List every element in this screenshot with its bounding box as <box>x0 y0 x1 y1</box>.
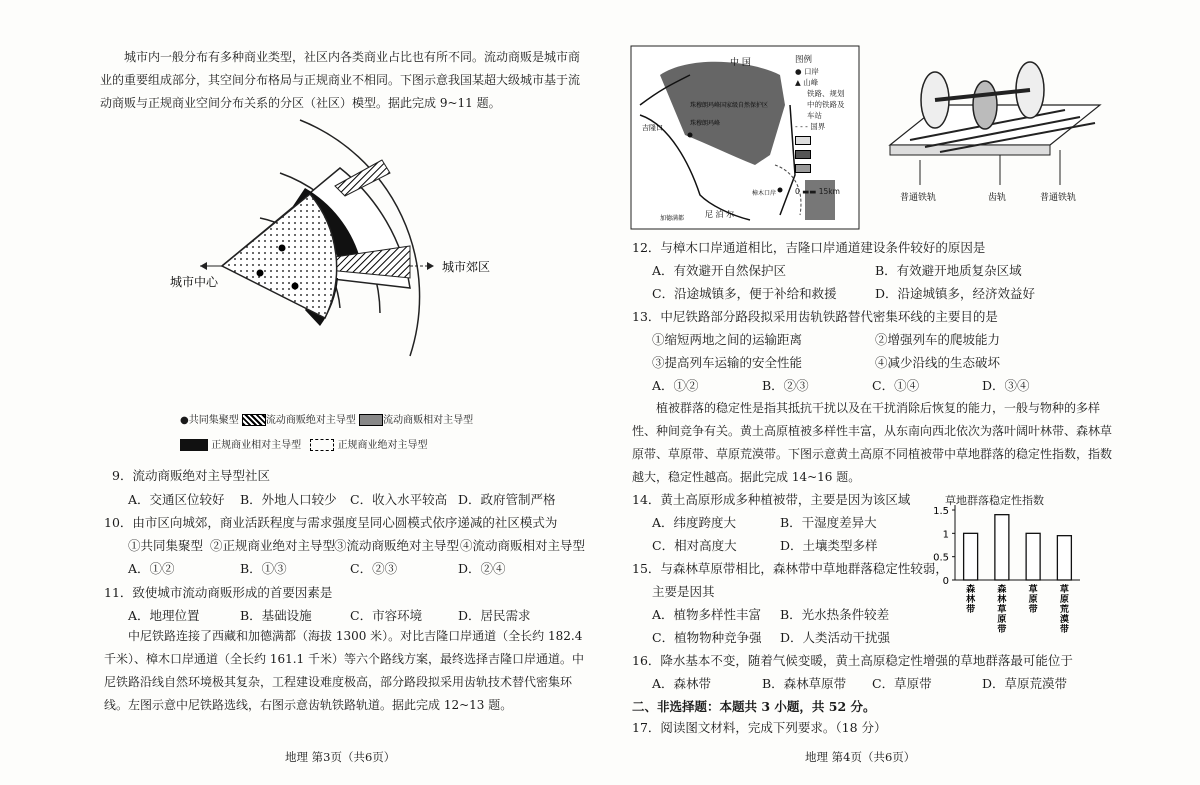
legend-railway: 铁路、规划中的铁路及车站 <box>807 89 845 120</box>
q16-opt-b[interactable]: B．森林草原带 <box>762 676 847 691</box>
legend-dots-swatch <box>310 439 334 451</box>
bar-4 <box>1057 536 1071 580</box>
legend-vendor-relative: 流动商贩相对主导型 <box>383 415 474 426</box>
q15-stem-2: 主要是因其 <box>652 584 715 599</box>
stability-chart-title: 草地群落稳定性指数 <box>945 494 1044 507</box>
stability-index-bar-chart <box>925 500 1095 645</box>
bar-3 <box>1026 533 1040 580</box>
intro-paragraph-3: 植被群落的稳定性是指其抵抗干扰以及在干扰消除后恢复的能力，一般与物种的多样性、种间竞争有关。黄土高原植被多样性丰富，从东南向西北依次为落叶阔叶林带、森林草原带、草原带、草原荒漠带。下图示意黄土高原不同植被带中草地群落的稳定性指数，指数越大，稳定性越高。据此完成 14~16 题。 <box>632 401 1113 484</box>
q12-opt-a[interactable]: A．有效避开自然保护区 <box>652 263 787 278</box>
legend-port: 口岸 <box>803 67 819 76</box>
q14-opt-b[interactable]: B．干湿度差异大 <box>780 515 877 530</box>
port-icon <box>778 188 783 193</box>
y-tick-label: 0.5 <box>933 552 949 564</box>
q9-opt-b[interactable]: B．外地人口较少 <box>240 492 337 507</box>
q13-item-4: ④减少沿线的生态破坏 <box>875 355 1001 370</box>
bar-2 <box>995 515 1009 580</box>
legend-formal-relative: 正规商业相对主导型 <box>211 440 302 451</box>
q12-stem: 12．与樟木口岸通道相比，吉隆口岸通道建设条件较好的原因是 <box>632 240 986 255</box>
q16-stem: 16．降水基本不变，随着气候变暖，黄土高原稳定性增强的草地群落最可能位于 <box>632 653 1073 668</box>
q13-opt-b[interactable]: B．②③ <box>762 378 809 393</box>
q11-opt-c[interactable]: C．市容环境 <box>350 608 423 623</box>
q9-opt-d[interactable]: D．政府管制严格 <box>458 492 556 507</box>
q10-item-3: ③流动商贩绝对主导型 <box>334 538 460 553</box>
port-icon <box>688 133 693 138</box>
rack-label-normal-left: 普通铁轨 <box>900 193 937 203</box>
legend-grey-swatch <box>359 414 383 426</box>
q15-opt-c[interactable]: C．植物物种竞争强 <box>652 630 762 645</box>
legend-formal-absolute: 正规商业绝对主导型 <box>337 440 428 451</box>
map-label-everest: 珠穆朗玛峰 <box>690 120 721 127</box>
q16-opt-c[interactable]: C．草原带 <box>872 676 932 691</box>
q10-opt-d[interactable]: D．②④ <box>458 561 506 576</box>
q14-opt-a[interactable]: A．纬度跨度大 <box>652 515 737 530</box>
peak-icon: ▲ <box>795 78 801 87</box>
legend-common-cluster: ●共同集聚型 <box>180 415 239 426</box>
q13-stem: 13．中尼铁路部分路段拟采用齿轨铁路替代密集环线的主要目的是 <box>632 309 998 324</box>
legend-vendor-absolute: 流动商贩绝对主导型 <box>265 415 356 426</box>
map-label-nepal: 尼 泊 尔 <box>705 210 735 219</box>
map-scale: 15km <box>818 187 840 196</box>
q10-item-1: ①共同集聚型 <box>128 538 204 553</box>
q16-opt-a[interactable]: A．森林带 <box>652 676 712 691</box>
swatch-hatch-icon <box>795 164 811 173</box>
q10-opt-c[interactable]: C．②③ <box>350 561 398 576</box>
q12-opt-d[interactable]: D．沿途城镇多，经济效益好 <box>875 286 1036 301</box>
y-tick-label: 1.5 <box>933 506 949 517</box>
map-label-jilong: 吉隆口 <box>642 124 663 132</box>
q11-opt-b[interactable]: B．基础设施 <box>240 608 312 623</box>
q13-opt-a[interactable]: A．①② <box>652 378 699 393</box>
q10-stem: 10．由市区向城郊，商业活跃程度与需求强度呈同心圆模式依序递减的社区模式为 <box>104 515 558 530</box>
x-tick-label-1: 森林带 <box>966 585 976 615</box>
section-2-heading: 二、非选择题：本题共 3 小题，共 52 分。 <box>632 699 876 714</box>
q10-opt-b[interactable]: B．①③ <box>240 561 287 576</box>
x-tick-label-4: 草原荒漠带 <box>1059 585 1069 635</box>
q13-opt-c[interactable]: C．①④ <box>872 378 920 393</box>
map-legend-title: 图例 <box>795 55 813 65</box>
concentric-zone-model <box>160 118 491 358</box>
map-label-zhangmu: 樟木口岸 <box>752 190 777 197</box>
q9-opt-c[interactable]: C．收入水平较高 <box>350 492 448 507</box>
scale-bar: 0 ▬▬ <box>795 187 819 196</box>
rack-railway-diagram <box>880 45 1110 215</box>
map-label-china: 中 国 <box>730 58 751 68</box>
q14-opt-c[interactable]: C．相对高度大 <box>652 538 737 553</box>
q15-opt-d[interactable]: D．人类活动干扰强 <box>780 630 891 645</box>
port-dot-icon: ● <box>795 67 802 76</box>
q12-opt-c[interactable]: C．沿途城镇多，便于补给和救援 <box>652 286 837 301</box>
q11-opt-a[interactable]: A．地理位置 <box>128 608 200 623</box>
q10-item-4: ④流动商贩相对主导型 <box>460 538 586 553</box>
legend-border: 国界 <box>810 122 826 131</box>
intro-paragraph-2: 中尼铁路连接了西藏和加德满都（海拔 1300 米）。对比吉隆口岸通道（全长约 182.4 千米）、樟木口岸通道（全长约 161.1 千米）等六个路线方案，最终选择吉隆口岸通道。中尼铁路沿线自然环境极其复杂，工程建设难度极高，部分路段拟采用齿轨技术替代密集环线。左图示意中尼铁路选线，右图示意齿轨铁路轨道。据此完成 12~13 题。 <box>104 629 584 712</box>
bar-1 <box>964 533 978 580</box>
label-suburb: 城市郊区 <box>442 260 491 274</box>
swatch-dark-icon <box>795 150 811 159</box>
rack-label-normal-right: 普通铁轨 <box>1040 193 1077 203</box>
q14-opt-d[interactable]: D．土壤类型多样 <box>780 538 878 553</box>
legend-peak: 山峰 <box>803 78 819 87</box>
legend-hatch-swatch <box>242 414 266 426</box>
y-tick-label: 0 <box>942 576 949 587</box>
q9-opt-a[interactable]: A．交通区位较好 <box>128 492 225 507</box>
q13-item-2: ②增强列车的爬坡能力 <box>875 332 1001 347</box>
y-tick-label: 1 <box>942 529 949 541</box>
label-city-center: 城市中心 <box>170 275 219 289</box>
map-label-reserve: 珠穆朗玛峰国家级自然保护区 <box>690 102 769 109</box>
border-line-icon: - - - <box>795 122 808 131</box>
q13-item-3: ③提高列车运输的安全性能 <box>652 355 803 370</box>
map-label-kathmandu: 加德满都 <box>660 215 685 222</box>
q13-opt-d[interactable]: D．③④ <box>982 378 1030 393</box>
q15-opt-b[interactable]: B．光水热条件较差 <box>780 607 890 622</box>
q12-opt-b[interactable]: B．有效避开地质复杂区域 <box>875 263 1022 278</box>
legend-black-swatch <box>180 439 208 451</box>
right-footer: 地理 第4页（共6页） <box>805 750 916 764</box>
q11-opt-d[interactable]: D．居民需求 <box>458 608 531 623</box>
left-footer: 地理 第3页（共6页） <box>285 750 396 764</box>
q9-stem: 9．流动商贩绝对主导型社区 <box>112 468 270 483</box>
q15-opt-a[interactable]: A．植物多样性丰富 <box>652 607 762 622</box>
q17-stem: 17．阅读图文材料，完成下列要求。（18 分） <box>632 720 887 735</box>
x-tick-label-3: 草原带 <box>1028 585 1038 615</box>
intro-paragraph-1: 城市内一般分布有多种商业类型，社区内各类商业占比也有所不同。流动商贩是城市商业的重要组成部分，其空间分布格局与正规商业不相同。下图示意我国某超大级城市基于流动商贩与正规商业空间分布关系的分区（社区）模型。据此完成 9~11 题。 <box>100 50 581 110</box>
rack-label-rack: 齿轨 <box>988 193 1007 203</box>
q13-item-1: ①缩短两地之间的运输距离 <box>652 332 803 347</box>
map-legend <box>795 55 875 197</box>
x-tick-label-2: 森林草原带 <box>997 585 1007 635</box>
fig1-legend <box>180 411 510 451</box>
q10-item-2: ②正规商业绝对主导型 <box>210 538 336 553</box>
q16-opt-d[interactable]: D．草原荒漠带 <box>982 676 1068 691</box>
q15-stem: 15．与森林草原带相比，森林带中草地群落稳定性较弱， <box>632 561 948 576</box>
q11-stem: 11．致使城市流动商贩形成的首要因素是 <box>104 585 333 600</box>
q10-opt-a[interactable]: A．①② <box>128 561 175 576</box>
q14-stem: 14．黄土高原形成多种植被带，主要是因为该区域 <box>632 492 911 507</box>
swatch-light-icon <box>795 136 811 145</box>
